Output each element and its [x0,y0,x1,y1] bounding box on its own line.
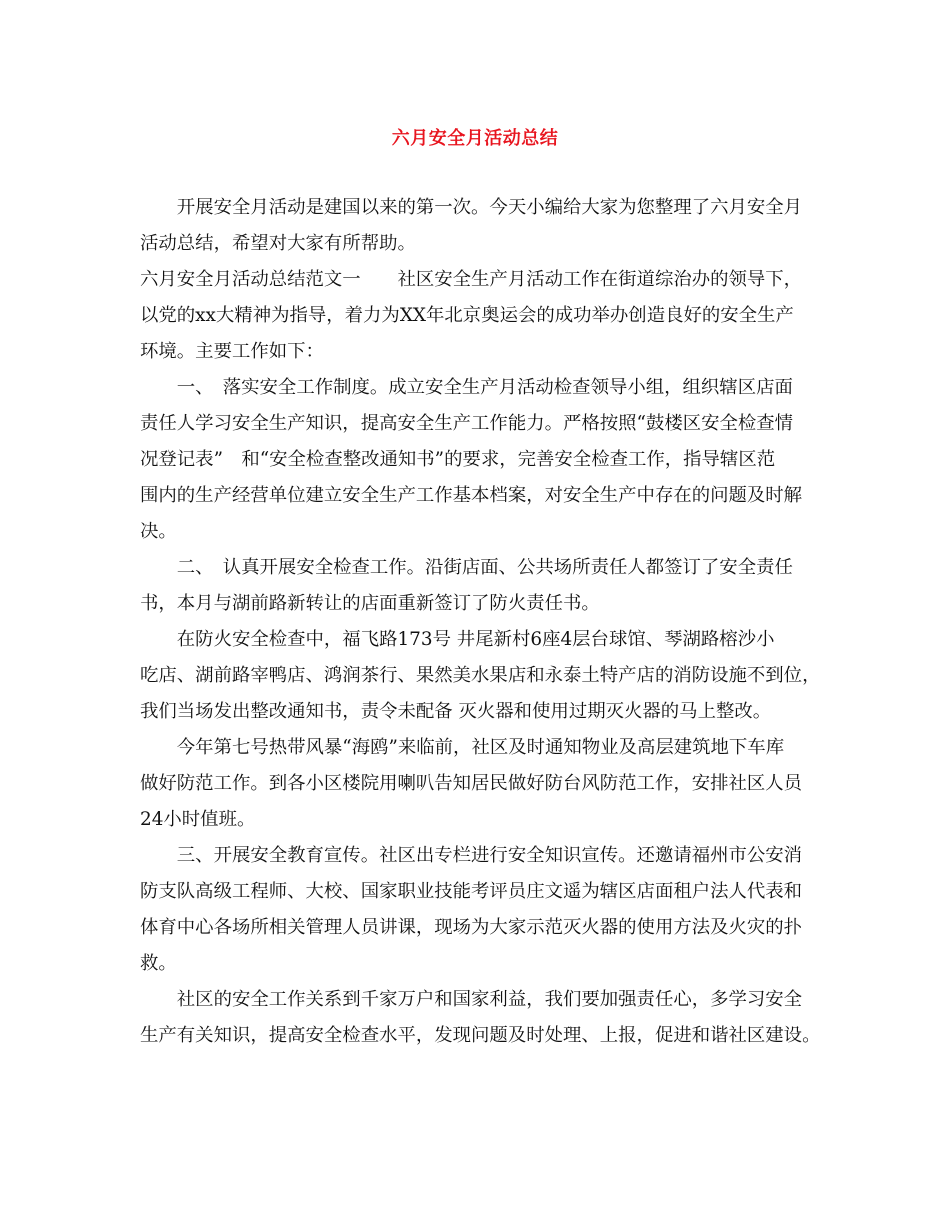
body-line: 救。 [140,953,177,974]
body-line: 24小时值班。 [140,809,256,830]
document-title: 六月安全月活动总结 [391,128,559,149]
body-line: 以党的xx大精神为指导，着力为XX年北京奥运会的成功举办创造良好的安全生产 [140,305,794,326]
body-line: 环境。主要工作如下： [140,341,324,362]
body-line: 体育中心各场所相关管理人员讲课，现场为大家示范灭火器的使用方法及火灾的扑 [140,917,803,938]
body-line: 社区的安全工作关系到千家万户和国家利益，我们要加强责任心，多学习安全 [140,989,803,1010]
body-line: 责任人学习安全生产知识，提高安全生产工作能力。严格按照“鼓楼区安全检查情 [140,413,794,434]
body-line: 做好防范工作。到各小区楼院用喇叭告知居民做好防台风防范工作，安排社区人员 [140,773,803,794]
body-line: 我们当场发出整改通知书，责令未配备 灭火器和使用过期灭火器的马上整改。 [140,701,772,722]
body-line: 今年第七号热带风暴“海鸥”来临前，社区及时通知物业及高层建筑地下车库 [140,737,785,758]
body-line: 六月安全月活动总结范文一 社区安全生产月活动工作在街道综治办的领导下， [140,269,803,290]
body-line: 围内的生产经营单位建立安全生产工作基本档案，对安全生产中存在的问题及时解 [140,485,803,506]
body-line: 吃店、湖前路宰鸭店、鸿润茶行、果然美水果店和永泰土特产店的消防设施不到位， [140,665,821,686]
body-line: 在防火安全检查中，福飞路173号 井尾新村6座4层台球馆、琴湖路榕沙小 [140,629,775,650]
body-line: 开展安全月活动是建国以来的第一次。今天小编给大家为您整理了六月安全月 [140,197,803,218]
body-line: 活动总结，希望对大家有所帮助。 [140,233,416,254]
body-line: 防支队高级工程师、大校、国家职业技能考评员庄文遥为辖区店面租户法人代表和 [140,881,803,902]
body-line: 况登记表” 和“安全检查整改通知书”的要求，完善安全检查工作，指导辖区范 [140,449,776,470]
body-line: 书，本月与湖前路新转让的店面重新签订了防火责任书。 [140,593,600,614]
body-line: 生产有关知识，提高安全检查水平，发现问题及时处理、上报，促进和谐社区建设。 [140,1025,821,1046]
body-line: 决。 [140,521,177,542]
body-line: 一、 落实安全工作制度。成立安全生产月活动检查领导小组，组织辖区店面 [140,377,793,398]
body-line: 二、 认真开展安全检查工作。沿街店面、公共场所责任人都签订了安全责任 [140,557,793,578]
body-line: 三、开展安全教育宣传。社区出专栏进行安全知识宣传。还邀请福州市公安消 [140,845,803,866]
